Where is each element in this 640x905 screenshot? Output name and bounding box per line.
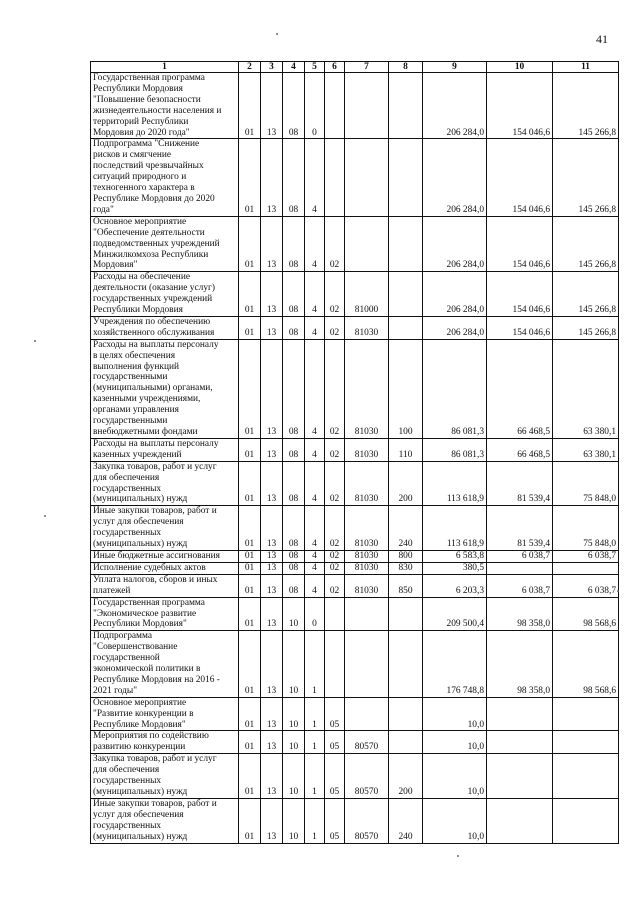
- cell-col-5: 1: [305, 731, 325, 754]
- cell-col-11: 145 266,8: [553, 139, 619, 216]
- cell-col-11: 75 848,0: [553, 461, 619, 506]
- row-name-cell: [91, 550, 239, 562]
- cell-col-4: 08: [283, 506, 305, 551]
- cell-col-3: 13: [261, 597, 283, 631]
- cell-col-7: 80570: [345, 754, 389, 799]
- row-name-cell: [91, 216, 239, 272]
- cell-col-2: 01: [239, 73, 261, 139]
- cell-col-11: [553, 562, 619, 574]
- cell-col-11: 75 848,0: [553, 506, 619, 551]
- column-header: 1: [91, 62, 239, 73]
- column-header: 9: [423, 62, 487, 73]
- table-row: [91, 316, 619, 339]
- column-header: 6: [325, 62, 345, 73]
- cell-col-5: 4: [305, 574, 325, 597]
- row-name: Расходы на выплаты персоналу казенных учреждений: [93, 438, 219, 460]
- cell-col-7: 81030: [345, 506, 389, 551]
- cell-col-6: [325, 597, 345, 631]
- table-row: [91, 731, 619, 754]
- cell-col-2: 01: [239, 731, 261, 754]
- cell-col-3: 13: [261, 754, 283, 799]
- cell-col-7: 81030: [345, 550, 389, 562]
- cell-col-10: [487, 731, 553, 754]
- cell-col-7: [345, 597, 389, 631]
- cell-col-8: [389, 73, 423, 139]
- budget-table: [90, 61, 619, 844]
- cell-col-5: 1: [305, 754, 325, 799]
- cell-col-11: [553, 754, 619, 799]
- row-name: Иные бюджетные ассигнования: [93, 550, 220, 561]
- cell-col-8: [389, 697, 423, 731]
- row-name-cell: [91, 697, 239, 731]
- cell-col-8: 830: [389, 562, 423, 574]
- cell-col-2: 01: [239, 139, 261, 216]
- cell-col-6: [325, 631, 345, 697]
- cell-col-2: 01: [239, 631, 261, 697]
- cell-col-6: 02: [325, 438, 345, 461]
- cell-col-5: 0: [305, 597, 325, 631]
- cell-col-11: [553, 798, 619, 843]
- cell-col-8: 240: [389, 798, 423, 843]
- cell-col-9: 380,5: [423, 562, 487, 574]
- cell-col-2: 01: [239, 562, 261, 574]
- cell-col-8: 800: [389, 550, 423, 562]
- cell-col-11: [553, 697, 619, 731]
- cell-col-10: 66 468,5: [487, 339, 553, 438]
- scan-speck: [617, 590, 619, 592]
- cell-col-6: 05: [325, 754, 345, 799]
- cell-col-2: 01: [239, 339, 261, 438]
- cell-col-2: 01: [239, 754, 261, 799]
- cell-col-9: 10,0: [423, 731, 487, 754]
- cell-col-6: 02: [325, 506, 345, 551]
- cell-col-5: 4: [305, 506, 325, 551]
- cell-col-5: 4: [305, 339, 325, 438]
- scan-speck: [276, 33, 278, 35]
- cell-col-4: 08: [283, 550, 305, 562]
- cell-col-7: 80570: [345, 798, 389, 843]
- cell-col-7: 81030: [345, 461, 389, 506]
- table-row: [91, 272, 619, 317]
- cell-col-9: 86 081,3: [423, 438, 487, 461]
- table-row: [91, 550, 619, 562]
- table-row: [91, 73, 619, 139]
- cell-col-9: 10,0: [423, 798, 487, 843]
- table-row: [91, 798, 619, 843]
- cell-col-5: 4: [305, 272, 325, 317]
- scan-speck: [44, 515, 46, 517]
- row-name-cell: [91, 754, 239, 799]
- cell-col-11: 6 038,7: [553, 550, 619, 562]
- cell-col-2: 01: [239, 316, 261, 339]
- cell-col-9: 6 583,8: [423, 550, 487, 562]
- cell-col-9: 86 081,3: [423, 339, 487, 438]
- column-header: 10: [487, 62, 553, 73]
- cell-col-5: 4: [305, 562, 325, 574]
- cell-col-7: 81000: [345, 272, 389, 317]
- cell-col-10: [487, 798, 553, 843]
- cell-col-3: 13: [261, 139, 283, 216]
- row-name: Мероприятия по содействию развитию конкуренции: [93, 731, 209, 753]
- cell-col-2: 01: [239, 798, 261, 843]
- cell-col-4: 10: [283, 697, 305, 731]
- cell-col-9: 209 500,4: [423, 597, 487, 631]
- cell-col-7: [345, 697, 389, 731]
- table-row: [91, 754, 619, 799]
- row-name-cell: [91, 438, 239, 461]
- cell-col-3: 13: [261, 316, 283, 339]
- cell-col-9: 206 284,0: [423, 272, 487, 317]
- row-name-cell: [91, 597, 239, 631]
- cell-col-11: 63 380,1: [553, 438, 619, 461]
- cell-col-6: 02: [325, 272, 345, 317]
- cell-col-10: 66 468,5: [487, 438, 553, 461]
- page-number: 41: [596, 32, 608, 46]
- cell-col-4: 08: [283, 316, 305, 339]
- cell-col-6: 02: [325, 562, 345, 574]
- row-name-cell: [91, 461, 239, 506]
- cell-col-8: 200: [389, 754, 423, 799]
- cell-col-9: 10,0: [423, 697, 487, 731]
- cell-col-7: 81030: [345, 562, 389, 574]
- table-row: [91, 697, 619, 731]
- scan-speck: [34, 340, 36, 342]
- table-row: [91, 506, 619, 551]
- cell-col-4: 08: [283, 73, 305, 139]
- cell-col-9: 206 284,0: [423, 73, 487, 139]
- row-name-cell: [91, 506, 239, 551]
- row-name: Подпрограмма "Снижение рисков и смягчение последствий чрезвычайных ситуаций природного и техногенного характера в Республике Мордовия до 2020 года": [93, 139, 215, 215]
- column-header: 8: [389, 62, 423, 73]
- cell-col-11: 98 568,6: [553, 597, 619, 631]
- cell-col-2: 01: [239, 272, 261, 317]
- cell-col-2: 01: [239, 461, 261, 506]
- cell-col-4: 10: [283, 731, 305, 754]
- cell-col-8: 850: [389, 574, 423, 597]
- cell-col-6: 05: [325, 731, 345, 754]
- cell-col-3: 13: [261, 798, 283, 843]
- cell-col-7: 80570: [345, 731, 389, 754]
- table-row: [91, 438, 619, 461]
- cell-col-4: 08: [283, 574, 305, 597]
- row-name: Расходы на выплаты персоналу в целях обеспечения выполнения функций государственными (муниципальными) органами, казенными учреждениями, органами управления государственными внебюджетными фондами: [93, 339, 219, 437]
- cell-col-4: 10: [283, 597, 305, 631]
- cell-col-8: 100: [389, 339, 423, 438]
- cell-col-11: 145 266,8: [553, 73, 619, 139]
- cell-col-5: 4: [305, 461, 325, 506]
- row-name-cell: [91, 562, 239, 574]
- cell-col-5: 4: [305, 550, 325, 562]
- cell-col-3: 13: [261, 731, 283, 754]
- row-name: Подпрограмма "Совершенствование государственной экономической политики в Республике Мордовия на 2016 - 2021 годы": [93, 631, 220, 696]
- cell-col-3: 13: [261, 216, 283, 272]
- cell-col-10: 154 046,6: [487, 139, 553, 216]
- cell-col-10: 98 358,0: [487, 631, 553, 697]
- cell-col-7: 81030: [345, 316, 389, 339]
- row-name-cell: [91, 574, 239, 597]
- column-header: 4: [283, 62, 305, 73]
- cell-col-5: 1: [305, 798, 325, 843]
- cell-col-6: 02: [325, 339, 345, 438]
- row-name-cell: [91, 272, 239, 317]
- cell-col-5: 4: [305, 438, 325, 461]
- cell-col-3: 13: [261, 272, 283, 317]
- cell-col-8: 240: [389, 506, 423, 551]
- cell-col-3: 13: [261, 438, 283, 461]
- cell-col-3: 13: [261, 550, 283, 562]
- table-row: [91, 461, 619, 506]
- row-name-cell: [91, 139, 239, 216]
- cell-col-4: 08: [283, 216, 305, 272]
- cell-col-8: [389, 272, 423, 317]
- cell-col-7: [345, 631, 389, 697]
- table-row: [91, 339, 619, 438]
- cell-col-6: 02: [325, 316, 345, 339]
- cell-col-10: 6 038,7: [487, 574, 553, 597]
- cell-col-2: 01: [239, 438, 261, 461]
- cell-col-9: 176 748,8: [423, 631, 487, 697]
- scan-speck: [457, 855, 459, 857]
- cell-col-11: [553, 731, 619, 754]
- cell-col-2: 01: [239, 597, 261, 631]
- cell-col-2: 01: [239, 550, 261, 562]
- cell-col-10: [487, 754, 553, 799]
- cell-col-10: 98 358,0: [487, 597, 553, 631]
- table-row: [91, 574, 619, 597]
- cell-col-7: [345, 216, 389, 272]
- cell-col-10: 154 046,6: [487, 216, 553, 272]
- cell-col-6: 02: [325, 550, 345, 562]
- row-name-cell: [91, 316, 239, 339]
- column-header: 3: [261, 62, 283, 73]
- cell-col-8: [389, 731, 423, 754]
- row-name: Иные закупки товаров, работ и услуг для обеспечения государственных (муниципальных) нужд: [93, 506, 217, 550]
- cell-col-4: 08: [283, 461, 305, 506]
- cell-col-3: 13: [261, 697, 283, 731]
- table-row: [91, 216, 619, 272]
- cell-col-11: 6 038,7: [553, 574, 619, 597]
- column-header: 2: [239, 62, 261, 73]
- cell-col-4: 08: [283, 139, 305, 216]
- cell-col-10: [487, 562, 553, 574]
- cell-col-10: 154 046,6: [487, 272, 553, 317]
- cell-col-4: 08: [283, 438, 305, 461]
- cell-col-3: 13: [261, 461, 283, 506]
- cell-col-9: 206 284,0: [423, 316, 487, 339]
- cell-col-10: 154 046,6: [487, 316, 553, 339]
- cell-col-7: 81030: [345, 438, 389, 461]
- row-name-cell: [91, 339, 239, 438]
- cell-col-8: [389, 631, 423, 697]
- cell-col-6: 02: [325, 216, 345, 272]
- row-name: Иные закупки товаров, работ и услуг для обеспечения государственных (муниципальных) нужд: [93, 798, 217, 842]
- cell-col-5: 4: [305, 216, 325, 272]
- cell-col-7: [345, 73, 389, 139]
- cell-col-8: 200: [389, 461, 423, 506]
- cell-col-11: 145 266,8: [553, 216, 619, 272]
- row-name: Основное мероприятие "Развитие конкуренции в Республике Мордовия": [93, 697, 194, 730]
- column-header: 11: [553, 62, 619, 73]
- cell-col-3: 13: [261, 506, 283, 551]
- header-row: [91, 62, 619, 73]
- cell-col-11: 98 568,6: [553, 631, 619, 697]
- cell-col-5: 4: [305, 316, 325, 339]
- cell-col-4: 08: [283, 272, 305, 317]
- cell-col-4: 10: [283, 798, 305, 843]
- table-row: [91, 139, 619, 216]
- cell-col-8: [389, 139, 423, 216]
- cell-col-6: 02: [325, 574, 345, 597]
- cell-col-11: 145 266,8: [553, 316, 619, 339]
- cell-col-4: 08: [283, 339, 305, 438]
- cell-col-8: [389, 316, 423, 339]
- cell-col-5: 1: [305, 631, 325, 697]
- cell-col-10: 6 038,7: [487, 550, 553, 562]
- row-name: Исполнение судебных актов: [93, 562, 206, 573]
- cell-col-2: 01: [239, 574, 261, 597]
- cell-col-6: 02: [325, 461, 345, 506]
- row-name-cell: [91, 798, 239, 843]
- cell-col-2: 01: [239, 697, 261, 731]
- cell-col-10: 81 539,4: [487, 461, 553, 506]
- cell-col-2: 01: [239, 506, 261, 551]
- cell-col-9: 113 618,9: [423, 506, 487, 551]
- cell-col-8: [389, 597, 423, 631]
- row-name: Государственная программа "Экономическое развитие Республики Мордовия": [93, 597, 205, 630]
- cell-col-7: 81030: [345, 339, 389, 438]
- row-name-cell: [91, 731, 239, 754]
- cell-col-9: 6 203,3: [423, 574, 487, 597]
- cell-col-8: [389, 216, 423, 272]
- cell-col-6: [325, 73, 345, 139]
- cell-col-2: 01: [239, 216, 261, 272]
- cell-col-10: 81 539,4: [487, 506, 553, 551]
- row-name: Государственная программа Республики Мордовия "Повышение безопасности жизнедеятельности населения и территорий Республики Мордовия до 2020 года": [93, 73, 222, 138]
- table-body: [91, 73, 619, 844]
- cell-col-9: 113 618,9: [423, 461, 487, 506]
- row-name-cell: [91, 73, 239, 139]
- row-name: Закупка товаров, работ и услуг для обеспечения государственных (муниципальных) нужд: [93, 461, 217, 505]
- cell-col-10: [487, 697, 553, 731]
- cell-col-9: 206 284,0: [423, 216, 487, 272]
- cell-col-3: 13: [261, 631, 283, 697]
- cell-col-3: 13: [261, 73, 283, 139]
- row-name: Расходы на обеспечение деятельности (оказание услуг) государственных учреждений Республики Мордовия: [93, 272, 215, 316]
- column-header: 7: [345, 62, 389, 73]
- table-row: [91, 631, 619, 697]
- cell-col-11: 63 380,1: [553, 339, 619, 438]
- row-name: Учреждения по обеспечению хозяйственного обслуживания: [93, 316, 215, 338]
- row-name: Закупка товаров, работ и услуг для обеспечения государственных (муниципальных) нужд: [93, 754, 217, 797]
- cell-col-3: 13: [261, 574, 283, 597]
- cell-col-10: 154 046,6: [487, 73, 553, 139]
- cell-col-8: 110: [389, 438, 423, 461]
- cell-col-7: 81030: [345, 574, 389, 597]
- cell-col-4: 10: [283, 754, 305, 799]
- cell-col-5: 1: [305, 697, 325, 731]
- cell-col-6: [325, 139, 345, 216]
- cell-col-5: 4: [305, 139, 325, 216]
- cell-col-4: 08: [283, 562, 305, 574]
- cell-col-6: 05: [325, 798, 345, 843]
- row-name: Уплата налогов, сборов и иных платежей: [93, 574, 218, 596]
- row-name: Основное мероприятие "Обеспечение деятельности подведомственных учреждений Минжилкомхоза Республики Мордовия": [93, 216, 220, 271]
- cell-col-3: 13: [261, 562, 283, 574]
- cell-col-11: 145 266,8: [553, 272, 619, 317]
- cell-col-3: 13: [261, 339, 283, 438]
- cell-col-4: 10: [283, 631, 305, 697]
- cell-col-6: 05: [325, 697, 345, 731]
- cell-col-5: 0: [305, 73, 325, 139]
- cell-col-9: 206 284,0: [423, 139, 487, 216]
- table-row: [91, 597, 619, 631]
- column-header: 5: [305, 62, 325, 73]
- table-row: [91, 562, 619, 574]
- cell-col-7: [345, 139, 389, 216]
- row-name-cell: [91, 631, 239, 697]
- cell-col-9: 10,0: [423, 754, 487, 799]
